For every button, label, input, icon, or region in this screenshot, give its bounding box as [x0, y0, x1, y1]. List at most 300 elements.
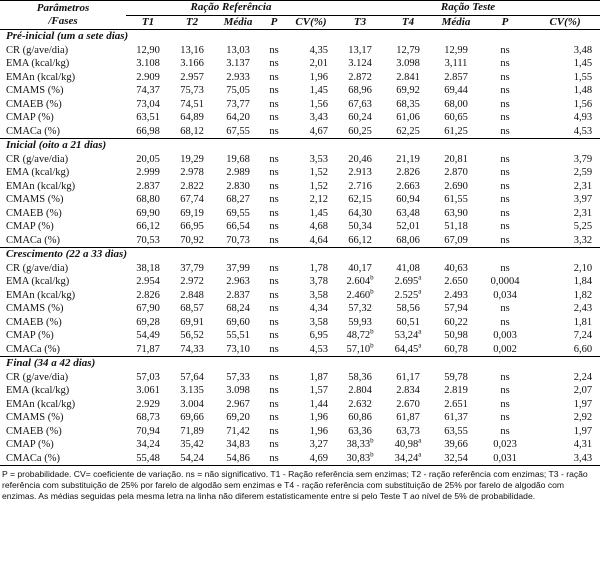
value-cell — [480, 180, 530, 194]
cell-value: 1,57 — [309, 385, 329, 396]
value-cell — [384, 180, 432, 194]
parameter-name: CR (g/ave/dia) — [6, 153, 69, 165]
cell-value: 59,93 — [348, 316, 372, 328]
value-cell — [126, 84, 170, 98]
cell-value: 3,97 — [573, 194, 593, 205]
cell-value: 50,98 — [444, 330, 468, 341]
value-cell — [286, 411, 336, 425]
cell-value: 20,81 — [444, 153, 468, 165]
cell-value: 2.493 — [444, 289, 468, 301]
value-cell — [286, 207, 336, 221]
cell-value: 60,51 — [396, 316, 420, 328]
value-cell — [432, 220, 480, 234]
value-cell — [170, 207, 214, 221]
value-cell — [530, 153, 600, 167]
table-row — [0, 371, 600, 385]
cell-value: 57,32 — [348, 303, 372, 314]
value-cell — [480, 343, 530, 357]
cell-value: 6,60 — [573, 343, 593, 355]
cell-value: 68,06 — [396, 234, 420, 246]
cell-value: 1,45 — [309, 85, 329, 96]
cell-value: 3,79 — [573, 153, 593, 165]
cell-value: 67,90 — [136, 303, 160, 314]
value-cell — [286, 84, 336, 98]
cell-value: 3,111 — [444, 58, 468, 69]
cell-value: 66,12 — [348, 234, 372, 246]
cell-value: 68,27 — [226, 194, 250, 205]
value-cell — [336, 275, 384, 289]
cell-value: 75,05 — [226, 85, 250, 96]
cell-value: 57,10 — [346, 343, 371, 355]
cell-value: 63,36 — [348, 425, 372, 437]
parameter-name: EMA (kcal/kg) — [6, 167, 70, 178]
value-cell — [170, 371, 214, 385]
value-cell — [170, 98, 214, 112]
value-cell — [432, 289, 480, 303]
cell-value: ns — [500, 125, 510, 137]
value-cell — [384, 98, 432, 112]
cell-value: 69,55 — [226, 207, 250, 219]
cell-value: ns — [269, 125, 279, 137]
cell-value: ns — [500, 71, 510, 83]
value-cell — [336, 111, 384, 125]
cell-value: 63,90 — [444, 207, 468, 219]
value-cell — [126, 302, 170, 316]
cell-value: 64,89 — [180, 112, 204, 123]
value-cell — [336, 316, 384, 330]
cell-value: ns — [500, 194, 510, 205]
cell-value: 69,44 — [444, 85, 468, 96]
value-cell — [262, 302, 286, 316]
section-header-row — [0, 248, 600, 262]
cell-value: ns — [500, 98, 510, 110]
cell-value: 3.061 — [136, 385, 160, 396]
value-cell — [214, 384, 262, 398]
section-title: Crescimento (22 a 33 dias) — [0, 248, 600, 262]
value-cell — [286, 452, 336, 466]
value-cell — [530, 275, 600, 289]
cell-value: ns — [269, 452, 279, 464]
table-row — [0, 438, 600, 452]
cell-value: ns — [269, 398, 279, 410]
cell-value: 61,06 — [396, 112, 420, 123]
cell-value: 1,56 — [309, 98, 329, 110]
value-cell — [336, 98, 384, 112]
table-row — [0, 316, 600, 330]
cell-value: ns — [269, 194, 279, 205]
value-cell — [262, 98, 286, 112]
cell-value: 1,45 — [573, 58, 593, 69]
value-cell — [262, 166, 286, 180]
cell-value: 2.909 — [136, 71, 160, 83]
cell-value: 68,35 — [396, 98, 420, 110]
cell-value: 68,57 — [180, 303, 204, 314]
table-row — [0, 84, 600, 98]
parameter-name: CMAEB (%) — [6, 207, 62, 219]
cell-value: ns — [269, 343, 279, 355]
cell-value: 55,48 — [136, 452, 160, 464]
value-cell — [214, 207, 262, 221]
parameters-header — [0, 1, 126, 30]
table-row — [0, 275, 600, 289]
cell-value: 2.804 — [348, 385, 372, 396]
value-cell — [126, 71, 170, 85]
table-row — [0, 343, 600, 357]
cell-value: 66,54 — [226, 221, 250, 232]
value-cell — [214, 153, 262, 167]
cell-value: 2,43 — [573, 303, 593, 314]
col-header-mean-test: Média — [432, 15, 480, 30]
value-cell — [432, 398, 480, 412]
cell-value: 70,53 — [136, 234, 160, 246]
value-cell — [286, 111, 336, 125]
cell-value: 69,90 — [136, 207, 160, 219]
value-cell — [170, 343, 214, 357]
cell-value: 75,73 — [180, 85, 204, 96]
significance-letter: a — [418, 438, 422, 445]
value-cell — [262, 411, 286, 425]
value-cell — [480, 193, 530, 207]
value-cell — [432, 44, 480, 58]
parameter-name: CMAP (%) — [6, 330, 54, 341]
value-cell — [384, 44, 432, 58]
value-cell — [480, 411, 530, 425]
value-cell — [126, 275, 170, 289]
value-cell — [530, 207, 600, 221]
cell-value: ns — [269, 289, 279, 301]
cell-value: 48,72 — [346, 330, 371, 341]
parameter-name: CMAP (%) — [6, 439, 54, 450]
value-cell — [530, 316, 600, 330]
value-cell — [530, 234, 600, 248]
cell-value: 61,37 — [444, 412, 468, 423]
cell-value: 2.837 — [226, 289, 250, 301]
value-cell — [170, 438, 214, 452]
value-cell — [126, 125, 170, 139]
parameter-name: EMAn (kcal/kg) — [6, 398, 76, 410]
parameter-name: EMA (kcal/kg) — [6, 276, 70, 287]
cell-value: ns — [269, 262, 279, 274]
cell-value: 67,55 — [226, 125, 250, 137]
value-cell — [262, 371, 286, 385]
value-cell — [170, 425, 214, 439]
cell-value: ns — [269, 234, 279, 246]
value-cell — [384, 111, 432, 125]
value-cell — [214, 98, 262, 112]
cell-value: 19,29 — [180, 153, 204, 165]
cell-value: 62,25 — [396, 125, 420, 137]
cell-value: 68,73 — [136, 412, 160, 423]
cell-value: 1,44 — [309, 398, 329, 410]
cell-value: 2,24 — [573, 371, 593, 383]
parameter-name: EMAn (kcal/kg) — [6, 289, 76, 301]
cell-value: 1,81 — [573, 316, 593, 328]
parameters-header-line2: /Fases — [48, 15, 78, 27]
cell-value: ns — [500, 44, 510, 56]
cell-value: 20,46 — [348, 153, 372, 165]
cell-value: 3,48 — [573, 44, 593, 56]
table-row — [0, 289, 600, 303]
value-cell — [214, 289, 262, 303]
value-cell — [214, 411, 262, 425]
cell-value: ns — [500, 221, 510, 232]
value-cell — [126, 371, 170, 385]
value-cell — [432, 125, 480, 139]
cell-value: 2.870 — [444, 167, 468, 178]
cell-value: 69,92 — [396, 85, 420, 96]
cell-value: 70,92 — [180, 234, 204, 246]
value-cell — [126, 111, 170, 125]
value-cell — [214, 125, 262, 139]
table-row — [0, 411, 600, 425]
table-row — [0, 220, 600, 234]
significance-letter: b — [370, 451, 374, 458]
value-cell — [480, 125, 530, 139]
cell-value: 2,07 — [573, 385, 593, 396]
value-cell — [170, 125, 214, 139]
value-cell — [432, 425, 480, 439]
table-row — [0, 329, 600, 343]
value-cell — [530, 329, 600, 343]
col-header-t3: T3 — [336, 15, 384, 30]
cell-value: 63,55 — [444, 425, 468, 437]
cell-value: 60,25 — [348, 125, 372, 137]
cell-value: ns — [500, 58, 510, 69]
significance-letter: b — [370, 342, 374, 349]
significance-letter: a — [418, 342, 422, 349]
cell-value: 70,73 — [226, 234, 250, 246]
cell-value: 50,34 — [348, 221, 372, 232]
value-cell — [214, 275, 262, 289]
value-cell — [126, 289, 170, 303]
value-cell — [286, 425, 336, 439]
cell-value: 57,33 — [226, 371, 250, 383]
parameters-header-line1: Parâmetros — [36, 1, 90, 14]
cell-value: 3,43 — [573, 452, 593, 464]
cell-value: 2,59 — [573, 167, 593, 178]
value-cell — [432, 302, 480, 316]
value-cell — [432, 371, 480, 385]
value-cell — [214, 425, 262, 439]
cell-value: 2.651 — [444, 398, 468, 410]
value-cell — [170, 153, 214, 167]
cell-value: 1,55 — [573, 71, 593, 83]
value-cell — [170, 71, 214, 85]
value-cell — [432, 180, 480, 194]
value-cell — [432, 343, 480, 357]
cell-value: 7,24 — [573, 330, 593, 341]
cell-value: 40,17 — [348, 262, 372, 274]
value-cell — [480, 166, 530, 180]
significance-letter: a — [418, 451, 422, 458]
cell-value: ns — [500, 303, 510, 314]
value-cell — [170, 180, 214, 194]
value-cell — [480, 452, 530, 466]
table-row — [0, 44, 600, 58]
value-cell — [262, 220, 286, 234]
value-cell — [432, 316, 480, 330]
value-cell — [480, 57, 530, 71]
value-cell — [384, 220, 432, 234]
value-cell — [480, 207, 530, 221]
cell-value: 37,99 — [226, 262, 250, 274]
cell-value: ns — [269, 425, 279, 437]
value-cell — [262, 207, 286, 221]
cell-value: 4,53 — [309, 343, 329, 355]
value-cell — [480, 84, 530, 98]
cell-value: 2,12 — [309, 194, 329, 205]
value-cell — [384, 302, 432, 316]
cell-value: 12,79 — [396, 44, 420, 56]
value-cell — [480, 262, 530, 276]
cell-value: 60,78 — [444, 343, 468, 355]
cell-value: 57,64 — [180, 371, 204, 383]
cell-value: 53,24 — [394, 330, 419, 341]
cell-value: 13,03 — [226, 44, 250, 56]
value-cell — [262, 111, 286, 125]
value-cell — [480, 438, 530, 452]
table-footnote: P = probabilidade. CV= coeficiente de variação. ns = não significativo. T1 - Ração referência sem enzimas; T2 - ração referência com enzimas; T3 - ração referência com substituição de 25% por farelo de algodão sem enzimas e T4 - ração referência com substituição de 25% por farelo de algodão com enzimas. As médias seguidas pela mesma letra na linha não diferem estatisticamente entre si pelo Teste T ao nível de 5% de probabilidade. — [2, 469, 588, 502]
cell-value: 2,10 — [573, 262, 593, 274]
cell-value: 74,51 — [180, 98, 204, 110]
cell-value: ns — [269, 371, 279, 383]
cell-value: 67,63 — [348, 98, 372, 110]
cell-value: 1,45 — [309, 207, 329, 219]
value-cell — [530, 98, 600, 112]
cell-value: 2.967 — [226, 398, 250, 410]
parameter-name: CMAEB (%) — [6, 316, 62, 328]
value-cell — [214, 438, 262, 452]
cell-value: 68,96 — [348, 85, 372, 96]
cell-value: 4,35 — [309, 44, 329, 56]
cell-value: 3,27 — [309, 439, 329, 450]
table-row — [0, 98, 600, 112]
cell-value: 69,66 — [180, 412, 204, 423]
cell-value: ns — [500, 371, 510, 383]
value-cell — [262, 275, 286, 289]
cell-value: 60,86 — [348, 412, 372, 423]
cell-value: 6,95 — [309, 330, 329, 341]
table-row — [0, 111, 600, 125]
value-cell — [126, 44, 170, 58]
cell-value: 3.004 — [180, 398, 204, 410]
value-cell — [336, 425, 384, 439]
value-cell — [126, 193, 170, 207]
table-row — [0, 193, 600, 207]
value-cell — [286, 302, 336, 316]
cell-value: 2,31 — [573, 180, 593, 192]
results-table-body — [0, 30, 600, 466]
value-cell — [126, 57, 170, 71]
cell-value: ns — [269, 167, 279, 178]
value-cell — [126, 398, 170, 412]
parameter-name: CMAMS (%) — [6, 194, 64, 205]
section-header-row — [0, 139, 600, 153]
value-cell — [480, 425, 530, 439]
value-cell — [530, 302, 600, 316]
value-cell — [286, 166, 336, 180]
value-cell — [286, 262, 336, 276]
value-cell — [286, 343, 336, 357]
cell-value: 2.690 — [444, 180, 468, 192]
value-cell — [336, 452, 384, 466]
cell-value: 61,55 — [444, 194, 468, 205]
value-cell — [480, 289, 530, 303]
cell-value: 3,58 — [309, 289, 329, 301]
cell-value: ns — [500, 398, 510, 410]
value-cell — [336, 57, 384, 71]
cell-value: 4,64 — [309, 234, 329, 246]
parameter-name: CMACa (%) — [6, 125, 60, 137]
value-cell — [262, 234, 286, 248]
value-cell — [170, 111, 214, 125]
value-cell — [170, 220, 214, 234]
cell-value: 67,09 — [444, 234, 468, 246]
cell-value: ns — [269, 98, 279, 110]
cell-value: 2.913 — [348, 167, 372, 178]
value-cell — [170, 275, 214, 289]
value-cell — [336, 44, 384, 58]
value-cell — [530, 371, 600, 385]
parameter-name: CR (g/ave/dia) — [6, 44, 69, 56]
cell-value: 73,04 — [136, 98, 160, 110]
value-cell — [214, 452, 262, 466]
significance-letter: b — [370, 288, 374, 295]
cell-value: 1,84 — [573, 276, 593, 287]
cell-value: 2.822 — [180, 180, 204, 192]
value-cell — [384, 234, 432, 248]
value-cell — [336, 411, 384, 425]
significance-letter: b — [370, 275, 374, 282]
cell-value: 2.963 — [226, 276, 250, 287]
value-cell — [214, 84, 262, 98]
cell-value: 3.137 — [226, 58, 250, 69]
value-cell — [170, 316, 214, 330]
value-cell — [214, 329, 262, 343]
value-cell — [432, 384, 480, 398]
value-cell — [480, 316, 530, 330]
cell-value: 71,87 — [136, 343, 160, 355]
value-cell — [480, 98, 530, 112]
cell-value: 54,86 — [226, 452, 250, 464]
cell-value: 1,78 — [309, 262, 329, 274]
value-cell — [336, 398, 384, 412]
cell-value: 64,30 — [348, 207, 372, 219]
value-cell — [530, 452, 600, 466]
table-row — [0, 125, 600, 139]
value-cell — [432, 166, 480, 180]
value-cell — [262, 316, 286, 330]
cell-value: 3.166 — [180, 58, 204, 69]
parameter-name: CR (g/ave/dia) — [6, 371, 69, 383]
value-cell — [480, 398, 530, 412]
cell-value: 21,19 — [396, 153, 420, 165]
value-cell — [262, 425, 286, 439]
value-cell — [262, 384, 286, 398]
value-cell — [336, 193, 384, 207]
cell-value: 69,91 — [180, 316, 204, 328]
cell-value: 2.663 — [396, 180, 420, 192]
cell-value: ns — [269, 330, 279, 341]
value-cell — [126, 234, 170, 248]
value-cell — [286, 153, 336, 167]
value-cell — [530, 193, 600, 207]
value-cell — [480, 71, 530, 85]
cell-value: 2.837 — [136, 180, 160, 192]
value-cell — [432, 234, 480, 248]
cell-value: 58,36 — [348, 371, 372, 383]
cell-value: ns — [269, 85, 279, 96]
